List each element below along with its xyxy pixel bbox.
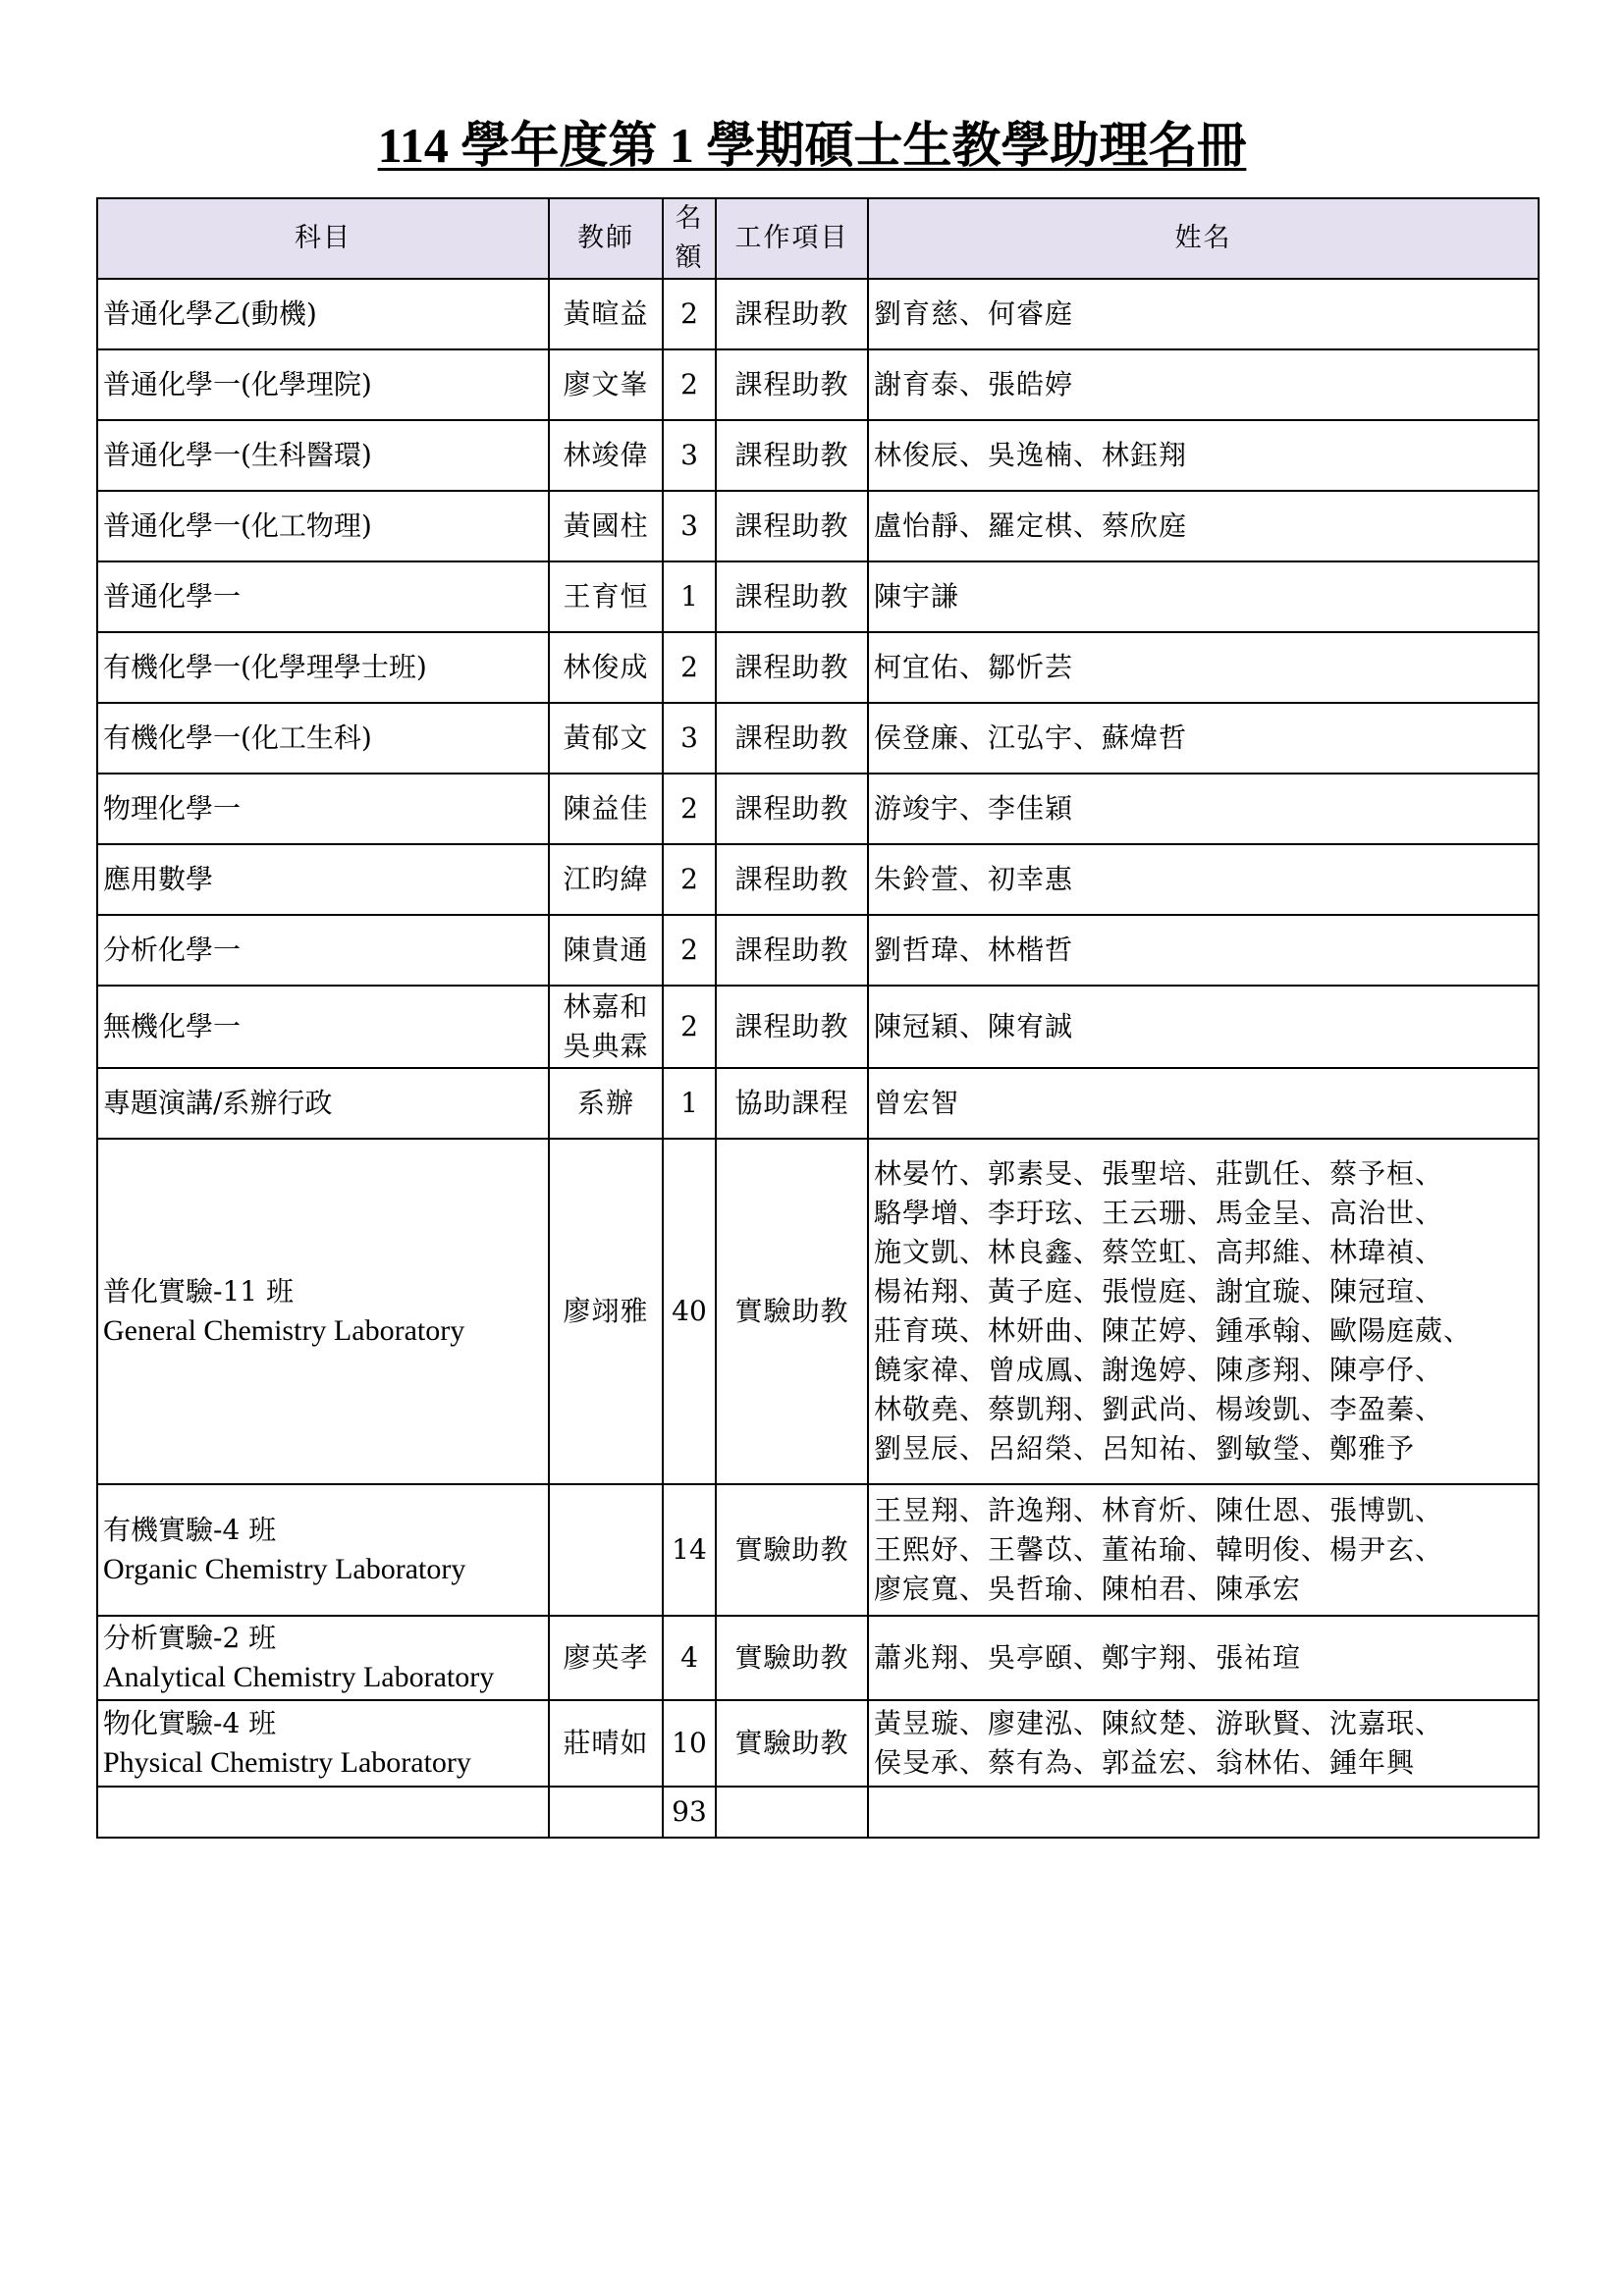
teacher-cell: 廖翊雅 [549,1139,663,1484]
work-cell: 課程助教 [716,844,868,915]
names-cell: 柯宜佑、鄒忻芸 [868,632,1539,703]
names-cell: 謝育泰、張皓婷 [868,349,1539,420]
teacher-cell: 黃暄益 [549,279,663,349]
quota-cell: 3 [663,491,716,561]
names-line: 劉昱辰、呂紹榮、呂知祐、劉敏瑩、鄭雅予 [874,1432,1416,1465]
names-cell: 游竣宇、李佳穎 [868,774,1539,844]
document-title: 114 學年度第 1 學期碩士生教學助理名冊 [377,118,1247,173]
names-cell: 朱鈴萱、初幸惠 [868,844,1539,915]
work-cell: 課程助教 [716,561,868,632]
lab-subject-cell [97,1700,549,1787]
table-row [97,279,1539,349]
table-row [97,561,1539,632]
names-line: 駱學增、李玗玹、王云珊、馬金呈、高治世、 [874,1197,1444,1229]
work-cell: 課程助教 [716,279,868,349]
lab-row [97,1484,1539,1616]
subject-cell: 有機化學一(化工生科) [97,703,549,774]
names-line: 莊育瑛、林妍曲、陳芷婷、鍾承翰、歐陽庭葳、 [874,1314,1473,1347]
teacher-cell: 莊晴如 [549,1700,663,1787]
lab-row [97,1139,1539,1484]
table-row [97,1068,1539,1139]
teacher-cell [549,986,663,1068]
quota-cell: 2 [663,774,716,844]
quota-cell: 2 [663,915,716,986]
names-cell [868,1616,1539,1700]
teacher-cell: 黃國柱 [549,491,663,561]
names-cell: 侯登廉、江弘宇、蘇煒哲 [868,703,1539,774]
names-cell: 劉育慈、何睿庭 [868,279,1539,349]
table-row [97,349,1539,420]
names-line: 施文凱、林良鑫、蔡笠虹、高邦維、林瑋禎、 [874,1236,1444,1268]
subject-cell: 普通化學一(化工物理) [97,491,549,561]
subject-cell: 專題演講/系辦行政 [97,1068,549,1139]
quota-cell: 2 [663,632,716,703]
teacher-cell: 陳貴通 [549,915,663,986]
names-line: 林敬堯、蔡凱翔、劉武尚、楊竣凱、李盈蓁、 [874,1393,1444,1425]
table-row [97,986,1539,1068]
subject-cell: 有機化學一(化學理學士班) [97,632,549,703]
header-quota: 名額 [663,198,716,279]
teacher-cell: 林俊成 [549,632,663,703]
lab-subject-en: Organic Chemistry Laboratory [103,1553,466,1585]
lab-subject-cell [97,1484,549,1616]
quota-cell: 10 [663,1700,716,1787]
quota-cell: 1 [663,1068,716,1139]
header-teacher: 教師 [549,198,663,279]
names-cell [868,1139,1539,1484]
lab-subject-en: Analytical Chemistry Laboratory [103,1661,495,1693]
quota-cell: 2 [663,349,716,420]
work-cell: 課程助教 [716,632,868,703]
teacher-cell: 王育恒 [549,561,663,632]
names-cell [868,1700,1539,1787]
work-cell: 課程助教 [716,703,868,774]
teacher-cell: 陳益佳 [549,774,663,844]
total-teacher-cell [549,1787,663,1838]
teacher-cell: 江昀緯 [549,844,663,915]
total-subject-cell [97,1787,549,1838]
ta-roster-table [96,197,1540,1839]
names-cell: 林俊辰、吳逸楠、林鈺翔 [868,420,1539,491]
quota-cell: 3 [663,703,716,774]
names-cell: 陳冠穎、陳宥誠 [868,986,1539,1068]
work-cell: 實驗助教 [716,1700,868,1787]
work-cell: 課程助教 [716,915,868,986]
lab-subject-en: Physical Chemistry Laboratory [103,1746,471,1779]
names-line: 楊祐翔、黃子庭、張愷庭、謝宜璇、陳冠瑄、 [874,1275,1444,1308]
teacher-cell: 林竣偉 [549,420,663,491]
table-row [97,774,1539,844]
table-row [97,632,1539,703]
names-cell: 盧怡靜、羅定棋、蔡欣庭 [868,491,1539,561]
total-quota-cell: 93 [663,1787,716,1838]
teacher-cell: 廖英孝 [549,1616,663,1700]
names-line: 王熙妤、王馨苡、董祐瑜、韓明俊、楊尹玄、 [874,1533,1444,1566]
lab-subject-zh: 普化實驗-11 班 [103,1275,294,1308]
subject-cell: 物理化學一 [97,774,549,844]
lab-subject-zh: 物化實驗-4 班 [103,1707,277,1739]
work-cell: 課程助教 [716,774,868,844]
work-cell: 課程助教 [716,986,868,1068]
teacher-cell: 廖文峯 [549,349,663,420]
lab-row [97,1700,1539,1787]
names-line: 林晏竹、郭素旻、張聖培、莊凱任、蔡予桓、 [874,1157,1444,1190]
names-line: 饒家禕、曾成鳳、謝逸婷、陳彥翔、陳亭伃、 [874,1354,1444,1386]
work-cell: 協助課程 [716,1068,868,1139]
table-row [97,420,1539,491]
lab-subject-cell [97,1139,549,1484]
names-cell: 劉哲瑋、林楷哲 [868,915,1539,986]
subject-cell: 普通化學一(化學理院) [97,349,549,420]
quota-cell: 2 [663,986,716,1068]
names-cell [868,1484,1539,1616]
total-row [97,1787,1539,1838]
lab-subject-en: General Chemistry Laboratory [103,1314,465,1347]
quota-cell: 2 [663,279,716,349]
teacher-cell: 系辦 [549,1068,663,1139]
names-line: 王昱翔、許逸翔、林育炘、陳仕恩、張博凱、 [874,1494,1444,1526]
header-names: 姓名 [868,198,1539,279]
names-line: 廖宸寬、吳哲瑜、陳柏君、陳承宏 [874,1573,1302,1605]
quota-cell: 2 [663,844,716,915]
lab-subject-cell [97,1616,549,1700]
header-work: 工作項目 [716,198,868,279]
table-row [97,915,1539,986]
table-row [97,844,1539,915]
subject-cell: 應用數學 [97,844,549,915]
subject-cell: 普通化學乙(動機) [97,279,549,349]
work-cell: 課程助教 [716,491,868,561]
work-cell: 實驗助教 [716,1484,868,1616]
total-work-cell [716,1787,868,1838]
table-row [97,703,1539,774]
names-cell: 曾宏智 [868,1068,1539,1139]
table-row [97,491,1539,561]
teacher-name: 林嘉和 [563,990,649,1023]
table-header-row [97,198,1539,279]
names-line: 侯旻承、蔡有為、郭益宏、翁林佑、鍾年興 [874,1746,1416,1779]
names-cell: 陳宇謙 [868,561,1539,632]
work-cell: 課程助教 [716,349,868,420]
work-cell: 實驗助教 [716,1139,868,1484]
work-cell: 課程助教 [716,420,868,491]
quota-cell: 3 [663,420,716,491]
subject-cell: 無機化學一 [97,986,549,1068]
lab-subject-zh: 有機實驗-4 班 [103,1514,277,1546]
work-cell: 實驗助教 [716,1616,868,1700]
quota-cell: 4 [663,1616,716,1700]
lab-row [97,1616,1539,1700]
teacher-name: 吳典霖 [563,1030,649,1062]
total-names-cell [868,1787,1539,1838]
quota-cell: 40 [663,1139,716,1484]
teacher-cell: 黃郁文 [549,703,663,774]
quota-cell: 1 [663,561,716,632]
quota-cell: 14 [663,1484,716,1616]
subject-cell: 普通化學一(生科醫環) [97,420,549,491]
teacher-cell [549,1484,663,1616]
subject-cell: 分析化學一 [97,915,549,986]
names-line: 黃昱璇、廖建泓、陳紋楚、游耿賢、沈嘉珉、 [874,1707,1444,1739]
subject-cell: 普通化學一 [97,561,549,632]
header-subject: 科目 [97,198,549,279]
names-line: 蕭兆翔、吳亭頤、鄭宇翔、張祐瑄 [874,1641,1302,1674]
lab-subject-zh: 分析實驗-2 班 [103,1622,277,1654]
